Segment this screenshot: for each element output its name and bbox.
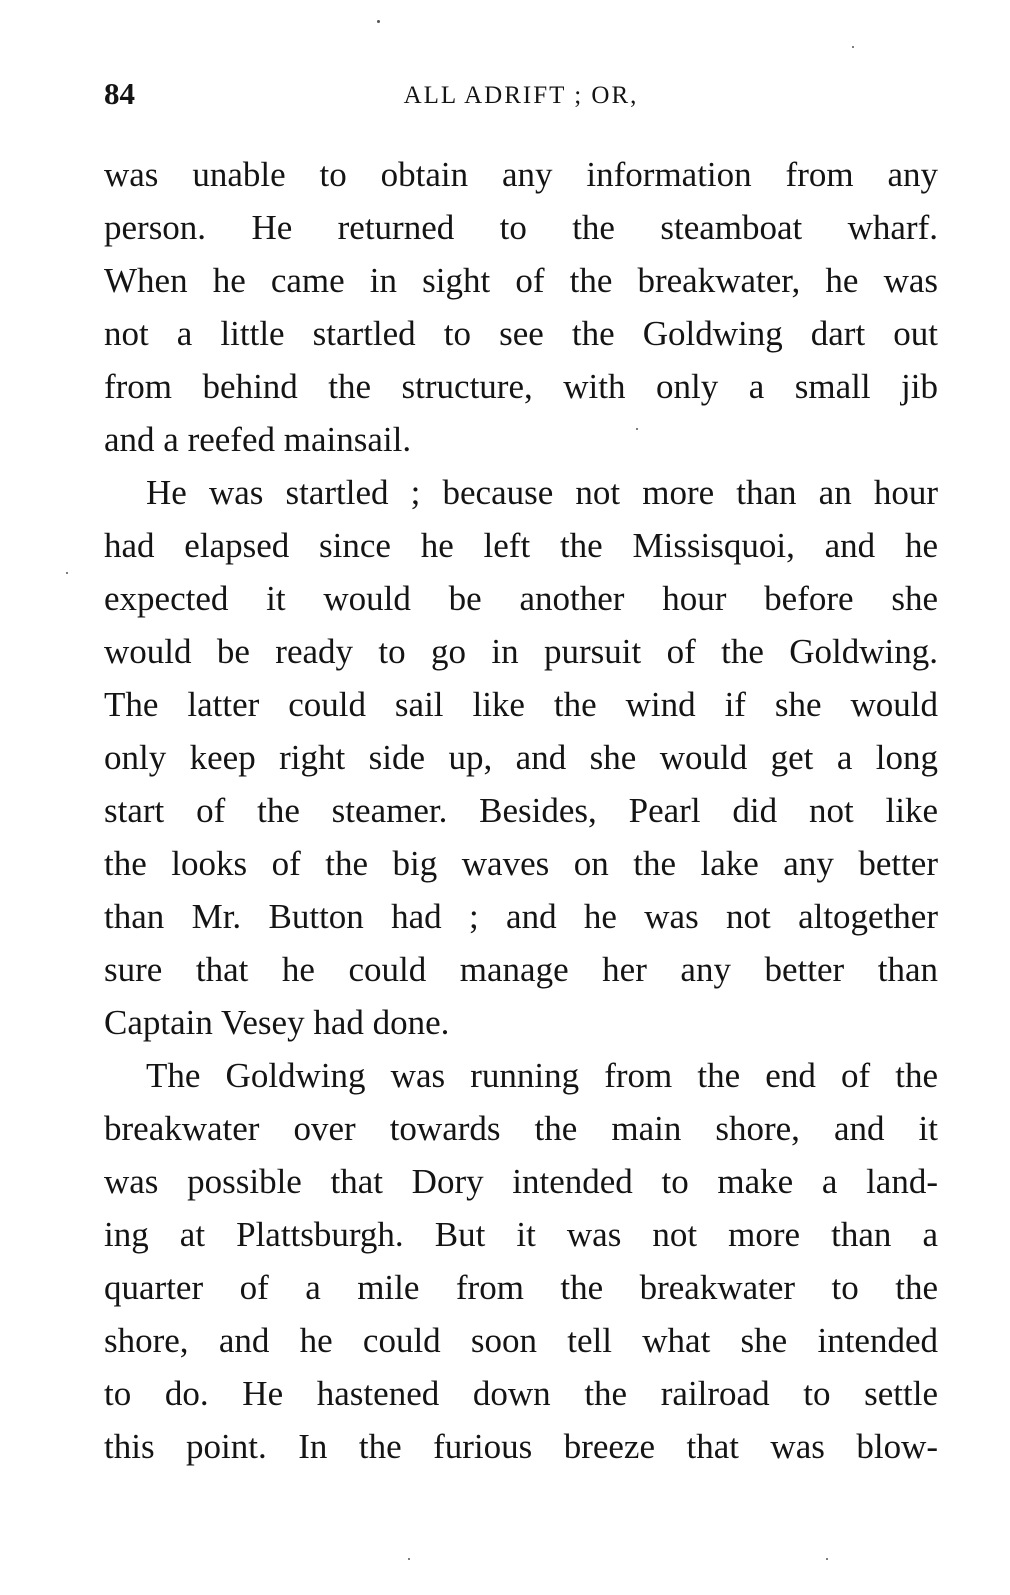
text-line: sure that he could manage her any better than (104, 950, 938, 989)
text-line: to do. He hastened down the railroad to settle (104, 1374, 938, 1413)
text-line: breakwater over towards the main shore, and it (104, 1109, 938, 1148)
text-line: the looks of the big waves on the lake any better (104, 844, 938, 883)
scan-speck (66, 572, 68, 574)
text-line: was unable to obtain any information from any (104, 155, 938, 194)
text-line: start of the steamer. Besides, Pearl did not like (104, 791, 938, 830)
text-line: The latter could sail like the wind if she would (104, 685, 938, 724)
body-text (104, 148, 938, 1473)
scan-speck (377, 20, 380, 23)
text-line: The Goldwing was running from the end of the (146, 1056, 938, 1095)
text-line: ing at Plattsburgh. But it was not more than a (104, 1215, 938, 1254)
text-line: would be ready to go in pursuit of the Goldwing. (104, 632, 938, 671)
text-line: and a reefed mainsail. (104, 420, 412, 459)
scan-speck (636, 428, 638, 430)
text-line: than Mr. Button had ; and he was not altogether (104, 897, 938, 936)
text-line: not a little startled to see the Goldwing dart out (104, 314, 938, 353)
text-line: was possible that Dory intended to make a land- (104, 1162, 938, 1201)
text-line: only keep right side up, and she would get a long (104, 738, 938, 777)
text-line: from behind the structure, with only a small jib (104, 367, 938, 406)
text-line: When he came in sight of the breakwater, he was (104, 261, 938, 300)
running-head: ALL ADRIFT ; OR, (403, 82, 639, 109)
scan-speck (826, 1558, 828, 1560)
text-line: quarter of a mile from the breakwater to the (104, 1268, 938, 1307)
scan-speck (408, 1558, 410, 1560)
text-line: this point. In the furious breeze that was blow- (104, 1427, 938, 1466)
text-line: Captain Vesey had done. (104, 1003, 450, 1042)
text-line: expected it would be another hour before she (104, 579, 938, 618)
text-line: person. He returned to the steamboat wharf. (104, 208, 938, 247)
text-line: had elapsed since he left the Missisquoi, and he (104, 526, 938, 565)
scan-speck (852, 46, 854, 48)
text-line: shore, and he could soon tell what she intended (104, 1321, 938, 1360)
page-number: 84 (104, 76, 135, 111)
text-line: He was startled ; because not more than an hour (146, 473, 938, 512)
page-header (104, 74, 938, 118)
